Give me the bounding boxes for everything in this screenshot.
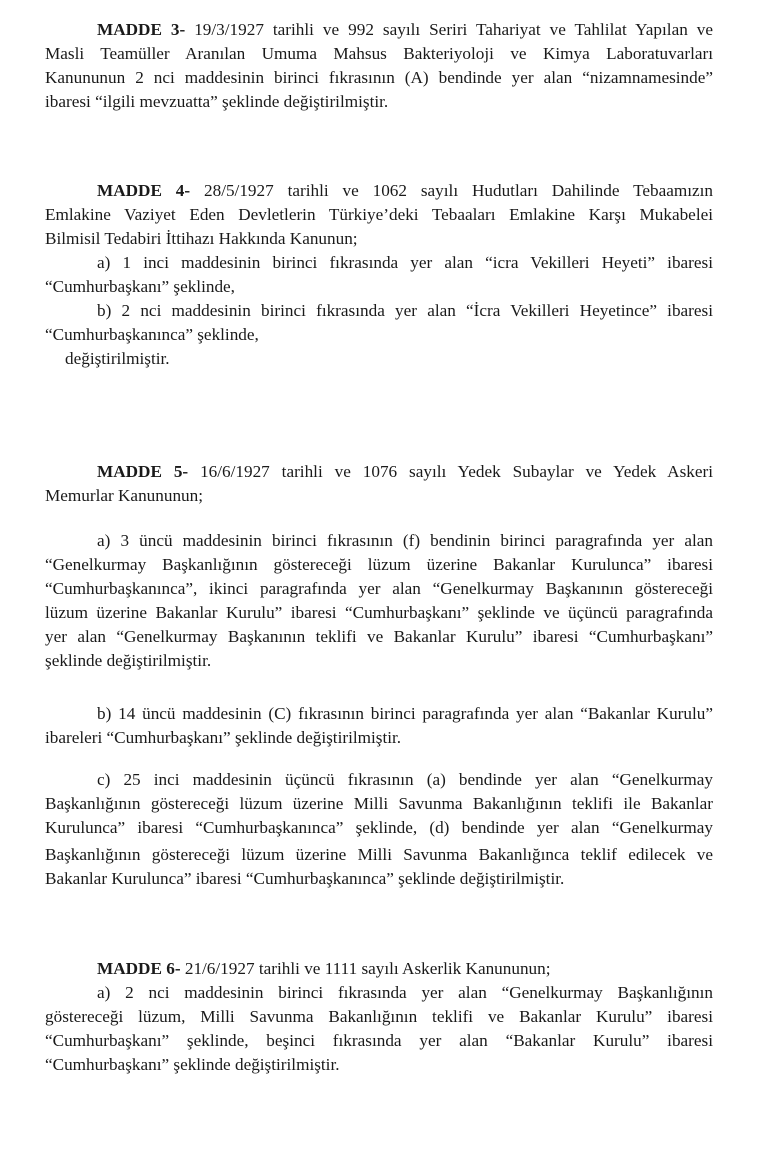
article-5-item-a — [45, 529, 713, 673]
article-4-line: “Cumhurbaşkanınca” şeklinde, — [45, 325, 259, 344]
article-6-item-a: a) 2 nci maddesinin birinci fıkrasında yer alan “Genelkurmay Başkanlığının — [97, 983, 713, 1002]
article-3-line: ibaresi “ilgili mevzuatta” şeklinde değiştirilmiştir. — [45, 92, 389, 111]
article-5-a-line: şeklinde değiştirilmiştir. — [45, 651, 212, 670]
article-5-b-line: ibareleri “Cumhurbaşkanı” şeklinde değiştirilmiştir. — [45, 728, 402, 747]
article-5-b-line: b) 14 üncü maddesinin (C) fıkrasının birinci paragrafında yer alan “Bakanlar Kurulu” — [97, 704, 713, 723]
article-4-item-b: b) 2 nci maddesinin birinci fıkrasında yer alan “İcra Vekilleri Heyetince” ibaresi — [97, 301, 713, 320]
article-5-item-c — [45, 768, 713, 891]
article-3 — [45, 18, 713, 114]
article-6-line: göstereceği lüzum, Milli Savunma Bakanlığının teklifi ve Bakanlar Kurulu” ibaresi — [45, 1007, 713, 1026]
article-5-line: Memurlar Kanununun; — [45, 486, 203, 505]
article-3-line: MADDE 3- 19/3/1927 tarihli ve 992 sayılı Seriri Tahariyat ve Tahlilat Yapılan ve — [97, 20, 713, 39]
article-6-line: “Cumhurbaşkanı” şeklinde değiştirilmiştir. — [45, 1055, 340, 1074]
article-6-line: “Cumhurbaşkanı” şeklinde, beşinci fıkrasında yer alan “Bakanlar Kurulu” ibaresi — [45, 1031, 713, 1050]
article-6 — [45, 957, 713, 1077]
article-5-a-line: yer alan “Genelkurmay Başkanının teklifi ve Bakanlar Kurulu” ibaresi “Cumhurbaşkanı” — [45, 627, 713, 646]
article-5 — [45, 460, 713, 508]
article-5-a-line: a) 3 üncü maddesinin birinci fıkrasının (f) bendinin birinci paragrafında yer alan — [97, 531, 713, 550]
article-5-a-line: lüzum üzerine Bakanlar Kurulu” ibaresi “Cumhurbaşkanı” şeklinde ve üçüncü paragrafında — [45, 603, 713, 622]
article-4-heading: MADDE 4- — [97, 181, 191, 200]
article-5-c-line: Kurulunca” ibaresi “Cumhurbaşkanınca” şeklinde, (d) bendinde yer alan “Genelkurmay — [45, 818, 713, 837]
article-5-c-line: Başkanlığının göstereceği lüzum üzerine Milli Savunma Bakanlığınca teklif edilecek ve — [45, 845, 713, 864]
article-5-item-b — [45, 702, 713, 750]
article-5-c-line: Bakanlar Kurulunca” ibaresi “Cumhurbaşkanınca” şeklinde değiştirilmiştir. — [45, 869, 565, 888]
article-4-item-a: a) 1 inci maddesinin birinci fıkrasında yer alan “icra Vekilleri Heyeti” ibaresi — [97, 253, 713, 272]
article-4 — [45, 179, 713, 371]
article-3-line: Kanununun 2 nci maddesinin birinci fıkrasının (A) bendinde yer alan “nizamnamesinde” — [45, 68, 713, 87]
article-4-line: “Cumhurbaşkanı” şeklinde, — [45, 277, 235, 296]
article-3-heading: MADDE 3- — [97, 20, 186, 39]
article-5-heading: MADDE 5- — [97, 462, 189, 481]
article-6-heading: MADDE 6- — [97, 959, 181, 978]
article-5-c-line: c) 25 inci maddesinin üçüncü fıkrasının (a) bendinde yer alan “Genelkurmay — [97, 770, 713, 789]
article-5-line: MADDE 5- 16/6/1927 tarihli ve 1076 sayılı Yedek Subaylar ve Yedek Askeri — [97, 462, 713, 481]
article-5-a-line: “Genelkurmay Başkanlığının göstereceği lüzum üzerine Bakanlar Kurulunca” ibaresi — [45, 555, 713, 574]
article-3-line: Masli Teamüller Aranılan Umuma Mahsus Bakteriyoloji ve Kimya Laboratuvarları — [45, 44, 713, 63]
article-4-line: Bilmisil Tedabiri İttihazı Hakkında Kanunun; — [45, 229, 358, 248]
article-4-closing: değiştirilmiştir. — [65, 349, 170, 368]
article-5-c-line: Başkanlığının göstereceği lüzum üzerine Milli Savunma Bakanlığının teklifi ile Bakanlar — [45, 794, 713, 813]
article-4-line: Emlakine Vaziyet Eden Devletlerin Türkiye’deki Tebaaları Emlakine Karşı Mukabelei — [45, 205, 713, 224]
article-4-line: MADDE 4- 28/5/1927 tarihli ve 1062 sayılı Hudutları Dahilinde Tebaamızın — [97, 181, 713, 200]
article-5-a-line: “Cumhurbaşkanınca”, ikinci paragrafında yer alan “Genelkurmay Başkanının göstereceği — [45, 579, 713, 598]
article-6-line: MADDE 6- 21/6/1927 tarihli ve 1111 sayılı Askerlik Kanununun; — [97, 959, 551, 978]
